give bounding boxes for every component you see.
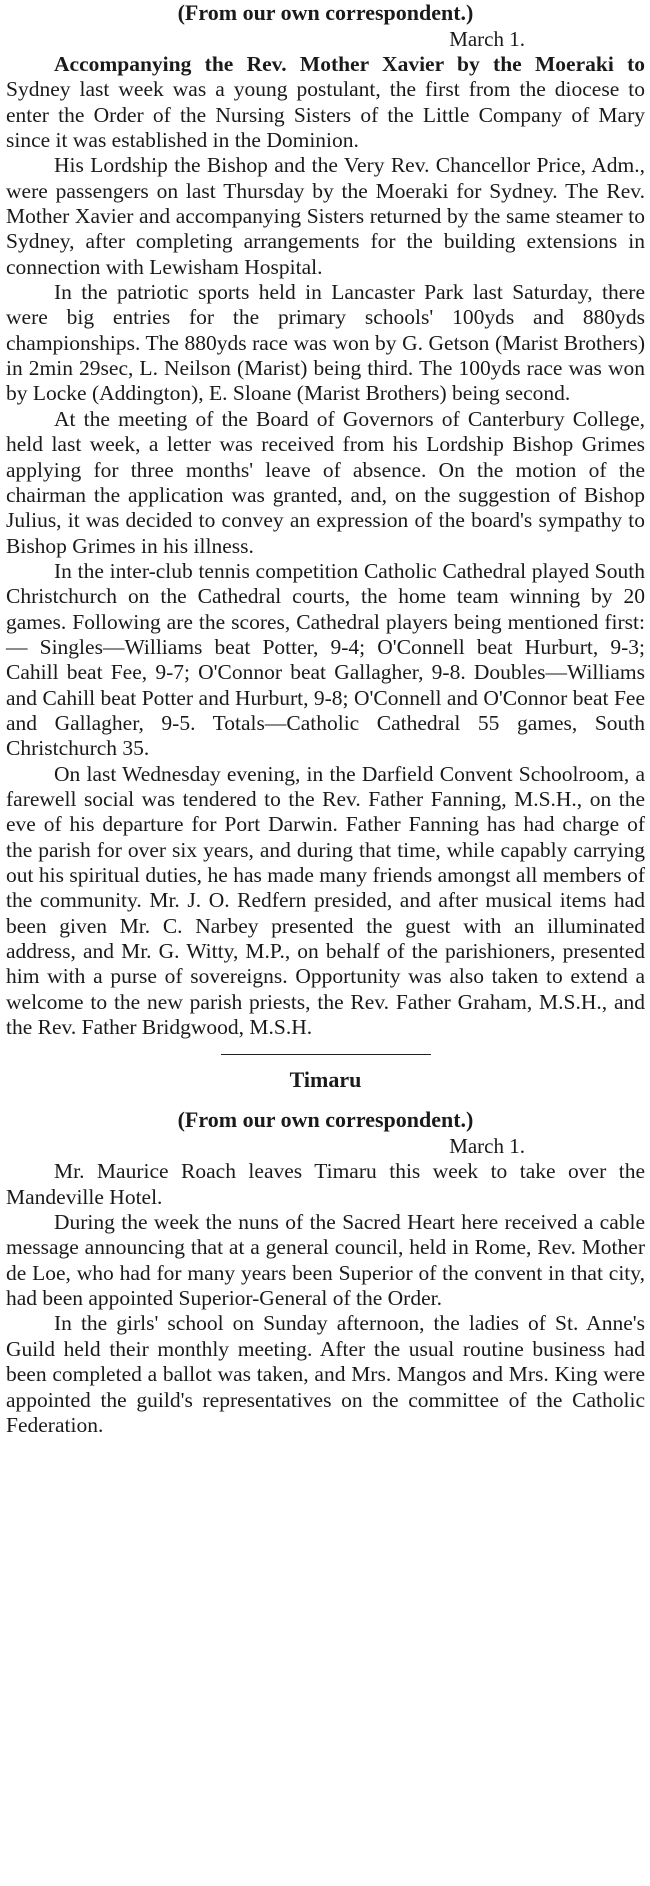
article-paragraph: At the meeting of the Board of Governors of Canterbury College, held last week, a letter was received from his Lordship Bishop Grimes applying for three months' leave of absence. On the motion of the chairman the application was granted, and, on the suggestion of Bishop Julius, it was decided to convey an expression of the board's sympathy to Bishop Grimes in his illness. <box>6 406 645 558</box>
dateline: March 1. <box>449 27 525 51</box>
dateline: March 1. <box>449 1134 525 1159</box>
article-paragraph: On last Wednesday evening, in the Darfield Convent Schoolroom, a farewell social was tendered to the Rev. Father Fanning, M.S.H., on the eve of his departure for Port Darwin. Father Fanning has had charge of the parish for over six years, and during that time, while capably carrying out his spiritual duties, he has made many friends amongst all members of the community. Mr. J. O. Redfern presided, and after musical items had been given Mr. C. Narbey presented the guest with an illuminated address, and Mr. G. Witty, M.P., on behalf of the parishioners, presented him with a purse of sovereigns. Opportunity was also taken to extend a welcome to the new parish priests, the Rev. Father Graham, M.S.H., and the Rev. Father Bridgwood, M.S.H. <box>6 761 645 1040</box>
article-paragraph: Accompanying the Rev. Mother Xavier by the Moeraki to Sydney last week was a young postulant, the first from the diocese to enter the Order of the Nursing Sisters of the Little Company of Mary since it was established in the Dominion. <box>6 52 645 153</box>
article-paragraph: Mr. Maurice Roach leaves Timaru this week to take over the Mandeville Hotel. <box>6 1159 645 1209</box>
section-divider <box>221 1054 431 1055</box>
article-paragraph: In the patriotic sports held in Lancaster Park last Saturday, there were big entries for the primary schools' 100yds and 880yds championships. The 880yds race was won by G. Getson (Marist Brothers) in 2min 29sec, L. Neilson (Marist) being third. The 100yds race was won by Locke (Addington), E. Sloane (Marist Brothers) being second. <box>6 280 645 406</box>
timaru-section <box>6 1067 645 1438</box>
christchurch-section <box>6 0 645 1040</box>
correspondent-heading: (From our own correspondent.) <box>177 1107 474 1133</box>
section-title: Timaru <box>289 1067 362 1093</box>
article-paragraph: His Lordship the Bishop and the Very Rev. Chancellor Price, Adm., were passengers on last Thursday by the Moeraki for Sydney. The Rev. Mother Xavier and accompanying Sisters returned by the same steamer to Sydney, after completing arrangements for the building extensions in connection with Lewisham Hospital. <box>6 153 645 279</box>
correspondent-heading: (From our own correspondent.) <box>177 0 474 25</box>
article-paragraph: During the week the nuns of the Sacred Heart here received a cable message announcing that at a general council, held in Rome, Rev. Mother de Loe, who had for many years been Superior of the convent in that city, had been appointed Superior-General of the Order. <box>6 1210 645 1311</box>
article-paragraph: In the inter-club tennis competition Catholic Cathedral played South Christchurch on the Cathedral courts, the home team winning by 20 games. Following are the scores, Cathedral players being mentioned first:— Singles—Williams beat Potter, 9-4; O'Connell beat Hurburt, 9-3; Cahill beat Fee, 9-7; O'Connor beat Gallagher, 9-8. Doubles—Williams and Cahill beat Potter and Hurburt, 9-8; O'Connell and O'Connor beat Fee and Gallagher, 9-5. Totals—Catholic Cathedral 55 games, South Christchurch 35. <box>6 558 645 761</box>
article-paragraph: In the girls' school on Sunday afternoon, the ladies of St. Anne's Guild held their monthly meeting. After the usual routine business had been completed a ballot was taken, and Mrs. Mangos and Mrs. King were appointed the guild's representatives on the committee of the Catholic Federation. <box>6 1311 645 1437</box>
